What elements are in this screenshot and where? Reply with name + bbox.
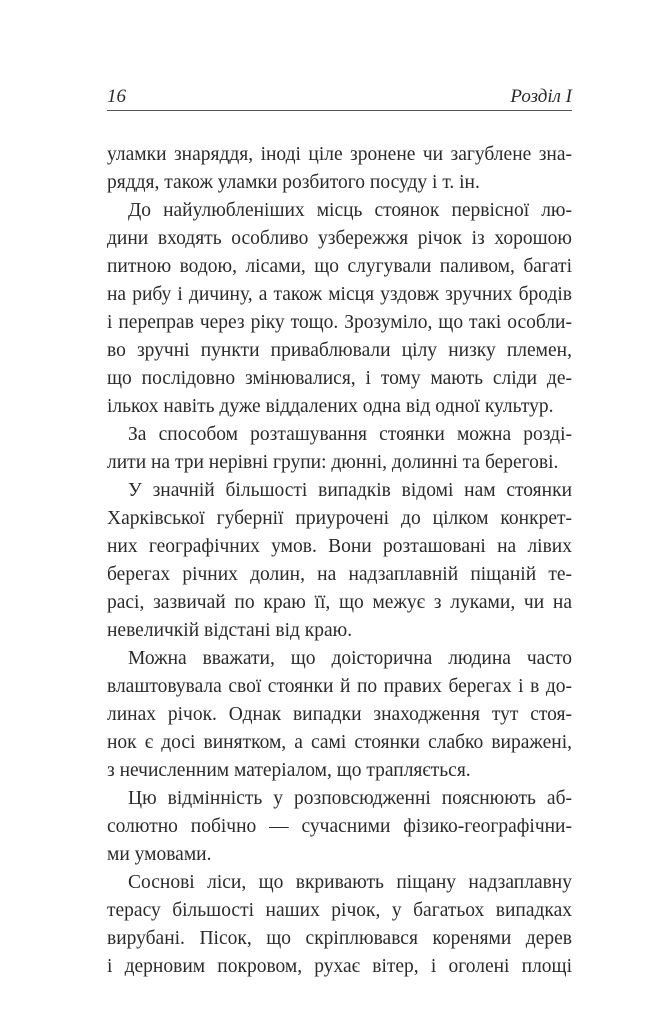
text-line: Харківської губернії приурочені до цілком конкрет-	[107, 508, 572, 529]
text-line: во зручні пункти приваблювали цілу низку племен,	[107, 340, 572, 361]
text-line: берегах річних долин, на надзаплавній піщаній те-	[107, 564, 572, 585]
text-line: Соснові ліси, що вкривають піщану надзаплавну	[128, 872, 572, 893]
text-line: ількох навіть дуже віддалених одна від одної культур.	[107, 396, 554, 417]
running-header	[107, 86, 572, 111]
text-line: уламки знаряддя, іноді ціле зронене чи загублене зна-	[107, 144, 572, 165]
text-line: дини входять особливо узбережжя річок із хорошою	[107, 228, 572, 249]
text-line: Можна вважати, що доісторична людина часто	[128, 648, 572, 669]
text-line: питною водою, лісами, що слугували паливом, багаті	[107, 256, 572, 277]
text-line: і переправ через ріку тощо. Зрозуміло, що такі особли-	[107, 312, 572, 333]
text-line: ми умовами.	[107, 844, 212, 865]
text-line: невеличкій відстані від краю.	[107, 620, 353, 641]
text-line: линах річок. Однак випадки знаходження тут стоя-	[107, 704, 572, 725]
text-line: солютно побічно — сучасними фізико-географічни-	[107, 816, 572, 837]
text-line: ряддя, також уламки розбитого посуду і т. ін.	[107, 172, 480, 193]
text-line: що послідовно змінювалися, і тому мають сліди де-	[107, 368, 572, 389]
chapter-title: Розділ І	[510, 86, 572, 107]
text-line: них географічних умов. Вони розташовані на лівих	[107, 536, 572, 557]
text-line: расі, зазвичай по краю її, що межує з луками, чи на	[107, 592, 572, 613]
text-line: вирубані. Пісок, що скріплювався коренями дерев	[107, 928, 572, 949]
text-line: на рибу і дичину, а також місця уздовж зручних бродів	[107, 284, 572, 305]
text-line: терасу більшості наших річок, у багатьох випадках	[107, 900, 572, 921]
text-line: За способом розташування стоянки можна розді-	[128, 424, 572, 445]
page-number: 16	[107, 86, 126, 107]
text-line: нок є досі винятком, а самі стоянки слабко виражені,	[107, 732, 572, 753]
body-text	[107, 141, 572, 981]
text-line: влаштовувала свої стоянки й по правих берегах і в до-	[107, 676, 572, 697]
text-line: У значній більшості випадків відомі нам стоянки	[128, 480, 572, 501]
text-line: Цю відмінність у розповсюдженні пояснюють аб-	[128, 788, 572, 809]
text-line: До найулюбленіших місць стоянок первісної лю-	[128, 200, 572, 221]
text-line: і дерновим покровом, рухає вітер, і оголені площі	[107, 956, 572, 977]
text-line: лити на три нерівні групи: дюнні, долинні та берегові.	[107, 452, 559, 473]
text-line: з нечисленним матеріалом, що трапляється.	[107, 760, 471, 781]
